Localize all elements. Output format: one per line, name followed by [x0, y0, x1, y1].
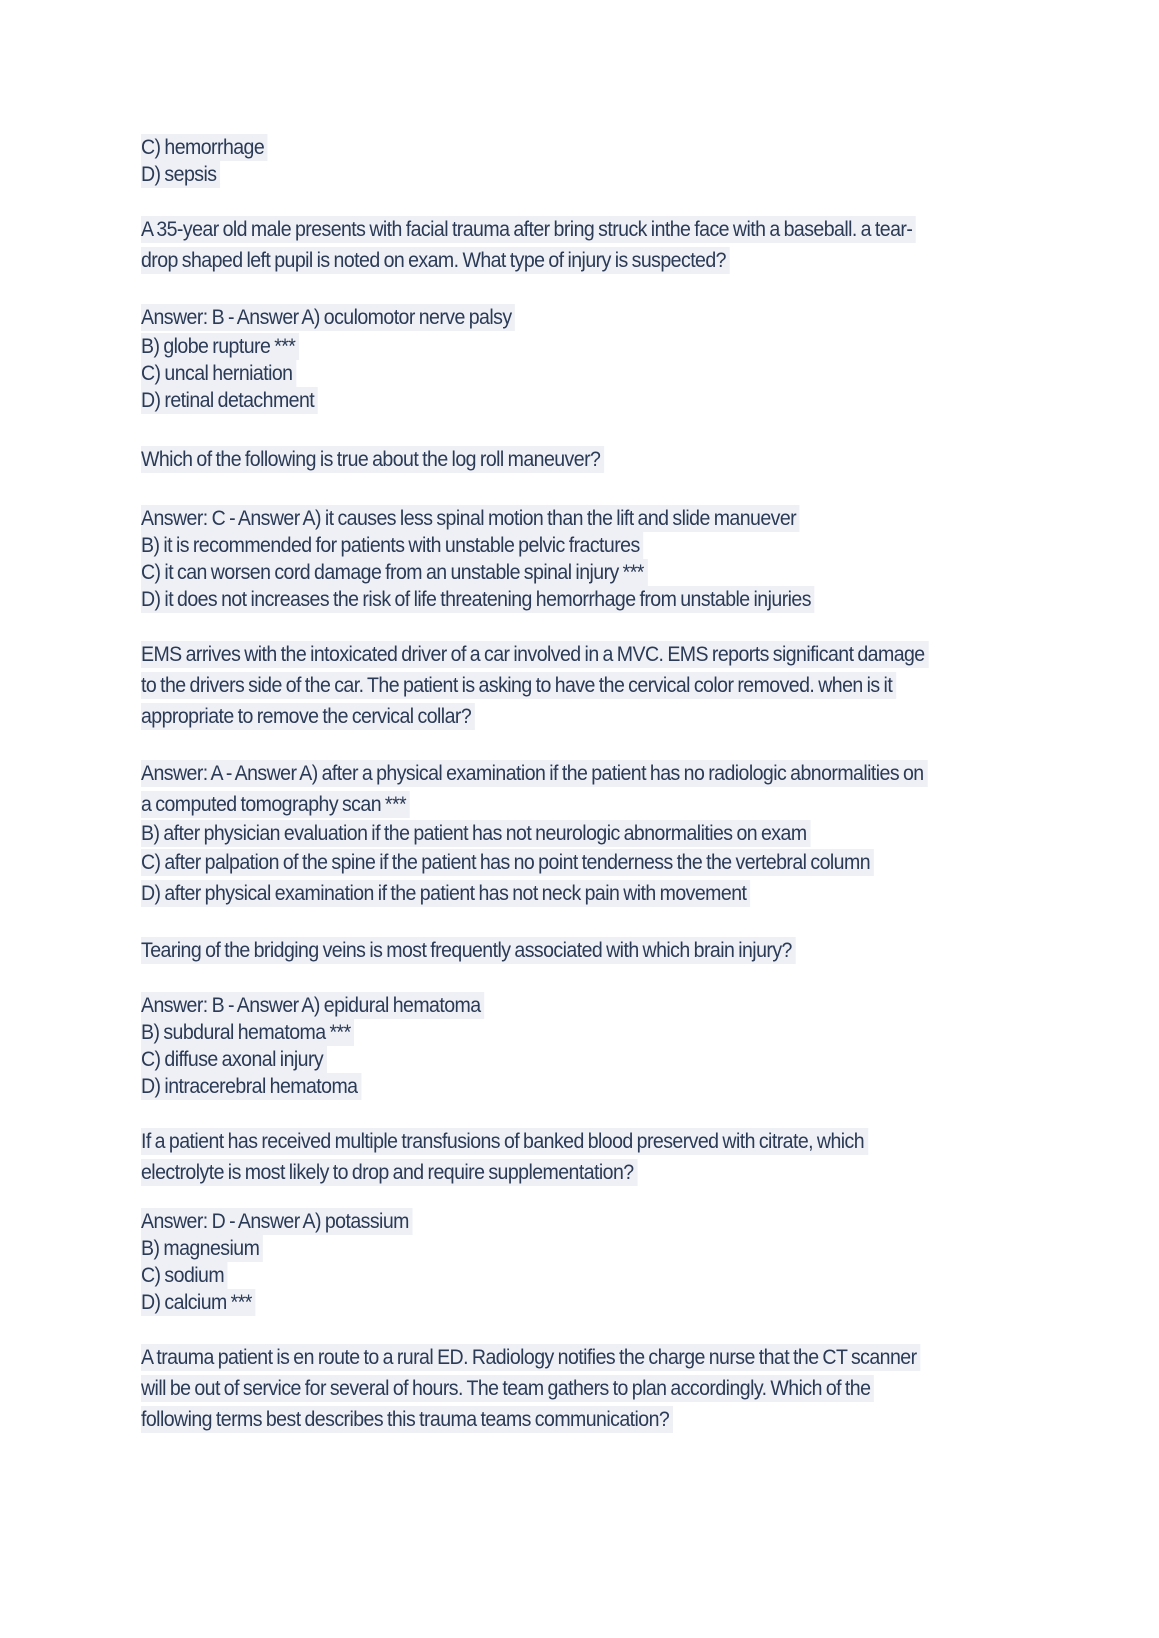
option-line: D) calcium ***: [141, 1289, 978, 1316]
option-line: C) sodium: [141, 1262, 978, 1289]
question-line: drop shaped left pupil is noted on exam. What type of injury is suspected?: [141, 245, 978, 276]
answer-block: [141, 302, 1041, 414]
option-line: B) subdural hematoma ***: [141, 1019, 978, 1046]
answer-line: Answer: A - Answer A) after a physical examination if the patient has no radiologic abnormalities on: [141, 758, 978, 789]
option-line: D) it does not increases the risk of life threatening hemorrhage from unstable injuries: [141, 586, 978, 613]
option-line: D) sepsis: [141, 161, 978, 188]
answer-block: [141, 505, 1041, 613]
answer-line: Answer: B - Answer A) oculomotor nerve palsy: [141, 302, 978, 333]
option-line: B) globe rupture ***: [141, 333, 978, 360]
option-line: B) after physician evaluation if the patient has not neurologic abnormalities on exam: [141, 820, 978, 847]
answer-block: [141, 992, 1041, 1100]
question-line: following terms best describes this trauma teams communication?: [141, 1404, 978, 1435]
option-line: D) after physical examination if the patient has not neck pain with movement: [141, 878, 978, 909]
question-line: A 35-year old male presents with facial trauma after bring struck inthe face with a baseball. a tear-: [141, 214, 978, 245]
question-line: EMS arrives with the intoxicated driver of a car involved in a MVC. EMS reports significant damage: [141, 639, 978, 670]
question-line: will be out of service for several of hours. The team gathers to plan accordingly. Which of the: [141, 1373, 978, 1404]
question-block: [141, 935, 1041, 966]
question-line: If a patient has received multiple transfusions of banked blood preserved with citrate, which: [141, 1126, 978, 1157]
option-line: D) intracerebral hematoma: [141, 1073, 978, 1100]
answer-line: Answer: C - Answer A) it causes less spinal motion than the lift and slide manuever: [141, 505, 978, 532]
question-line: to the drivers side of the car. The patient is asking to have the cervical color removed. when is it: [141, 670, 978, 701]
option-line: D) retinal detachment: [141, 387, 978, 414]
question-block: [141, 639, 1041, 732]
question-block: [141, 1126, 1041, 1188]
question-block: [141, 1342, 1041, 1435]
question-block: [141, 214, 1041, 276]
document-content: [141, 134, 1041, 1435]
question-line: Tearing of the bridging veins is most frequently associated with which brain injury?: [141, 935, 978, 966]
option-line: B) it is recommended for patients with unstable pelvic fractures: [141, 532, 978, 559]
question-line: appropriate to remove the cervical collar?: [141, 701, 978, 732]
option-line: C) it can worsen cord damage from an unstable spinal injury ***: [141, 559, 978, 586]
option-line: C) diffuse axonal injury: [141, 1046, 978, 1073]
answer-block: [141, 1208, 1041, 1316]
question-line: A trauma patient is en route to a rural ED. Radiology notifies the charge nurse that the CT scanner: [141, 1342, 978, 1373]
answer-line: a computed tomography scan ***: [141, 789, 978, 820]
option-line: C) uncal herniation: [141, 360, 978, 387]
question-line: electrolyte is most likely to drop and require supplementation?: [141, 1157, 978, 1188]
answer-block: [141, 758, 1041, 909]
options-block: [141, 134, 1041, 188]
question-line: Which of the following is true about the log roll maneuver?: [141, 444, 978, 475]
answer-line: Answer: D - Answer A) potassium: [141, 1208, 978, 1235]
option-line: C) hemorrhage: [141, 134, 978, 161]
option-line: B) magnesium: [141, 1235, 978, 1262]
question-block: [141, 444, 1041, 475]
answer-line: Answer: B - Answer A) epidural hematoma: [141, 992, 978, 1019]
option-line: C) after palpation of the spine if the patient has no point tenderness the the vertebral column: [141, 847, 978, 878]
